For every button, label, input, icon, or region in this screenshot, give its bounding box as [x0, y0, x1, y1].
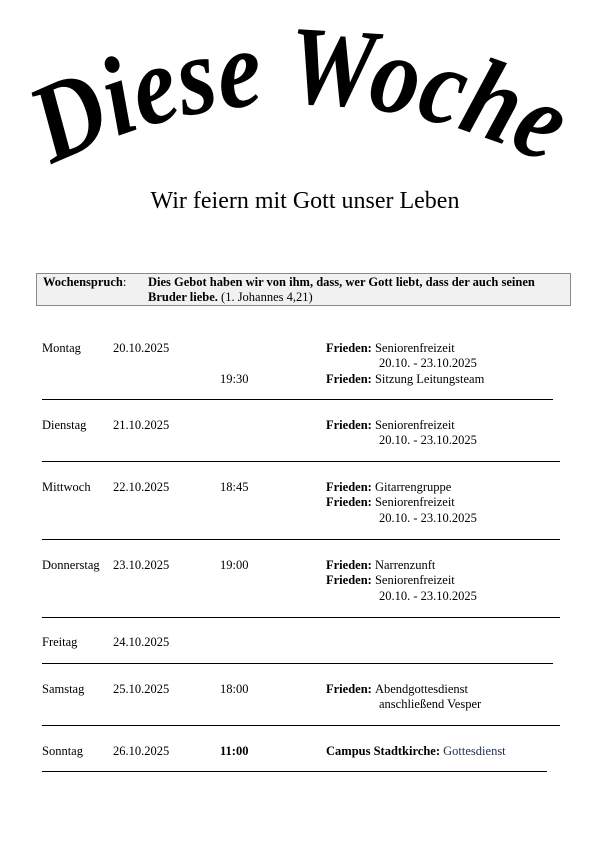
event — [0, 417, 595, 433]
event-dates: 20.10. - 23.10.2025 — [379, 356, 477, 370]
event-location-label: Frieden: — [326, 558, 372, 572]
divider — [42, 771, 547, 772]
page-subtitle: Wir feiern mit Gott unser Leben — [150, 188, 460, 214]
day-name: Montag — [42, 341, 81, 355]
event — [0, 479, 595, 495]
event-location — [326, 572, 455, 588]
event-location — [326, 371, 484, 387]
event-location-label: Frieden: — [326, 372, 372, 386]
event-note: anschließend Vesper — [379, 697, 482, 711]
event-title: Narrenzunft — [374, 558, 436, 572]
wochenspruch-verse: Dies Gebot haben wir von ihm, dass, wer Gott liebt, dass der auch seinen Bruder liebe. — [148, 275, 535, 304]
divider — [42, 725, 560, 726]
divider — [42, 539, 560, 540]
event-continuation — [0, 588, 595, 604]
day-name: Sonntag — [42, 744, 83, 758]
page-title — [0, 18, 595, 188]
day-date: 22.10.2025 — [113, 480, 170, 494]
day-date: 24.10.2025 — [113, 635, 170, 649]
event-continuation — [0, 696, 595, 712]
event-title: Seniorenfreizeit — [374, 495, 455, 509]
event-location — [326, 557, 435, 573]
event-title: Seniorenfreizeit — [374, 418, 455, 432]
event-location — [326, 681, 468, 697]
event-location-label: Frieden: — [326, 418, 372, 432]
event-dates: 20.10. - 23.10.2025 — [379, 589, 477, 603]
day-date: 20.10.2025 — [113, 341, 170, 355]
event-title: Abendgottesdienst — [374, 682, 468, 696]
event-location — [326, 479, 451, 495]
day-name: Mittwoch — [42, 480, 91, 494]
event-location-label: Frieden: — [326, 480, 372, 494]
divider — [42, 461, 560, 462]
event — [0, 572, 595, 588]
event-location-label: Frieden: — [326, 495, 372, 509]
day-date: 25.10.2025 — [113, 682, 170, 696]
title-textpath: Diese Woche — [11, 18, 593, 188]
event-continuation — [0, 355, 595, 371]
event-title: Gitarrengruppe — [374, 480, 452, 494]
event-time: 19:00 — [220, 558, 249, 572]
divider — [42, 617, 560, 618]
day-name: Dienstag — [42, 418, 87, 432]
event-title: Seniorenfreizeit — [374, 573, 455, 587]
event-title: Sitzung Leitungsteam — [374, 372, 485, 386]
event-time: 19:30 — [220, 372, 249, 386]
event-title: Gottesdienst — [443, 744, 506, 758]
event — [0, 681, 595, 697]
event-location — [326, 743, 506, 759]
day-date: 26.10.2025 — [113, 744, 170, 758]
event-time: 11:00 — [220, 744, 249, 758]
event-continuation — [0, 510, 595, 526]
event-dates: 20.10. - 23.10.2025 — [379, 433, 477, 447]
day-name: Samstag — [42, 682, 85, 696]
wochenspruch-label — [43, 275, 126, 290]
event-continuation — [0, 432, 595, 448]
wochenspruch-label-text: Wochenspruch — [43, 275, 123, 289]
event — [0, 371, 595, 387]
event-location-label: Frieden: — [326, 341, 372, 355]
event-location — [326, 494, 455, 510]
event-time: 18:00 — [220, 682, 249, 696]
event-location — [326, 417, 455, 433]
event — [0, 743, 595, 759]
wochenspruch-reference: (1. Johannes 4,21) — [221, 290, 313, 304]
title-art — [0, 18, 595, 188]
wochenspruch-box — [36, 273, 571, 306]
day-name: Donnerstag — [42, 558, 100, 572]
event-title: Seniorenfreizeit — [374, 341, 455, 355]
event — [0, 494, 595, 510]
event-dates: 20.10. - 23.10.2025 — [379, 511, 477, 525]
day-date: 21.10.2025 — [113, 418, 170, 432]
day-name: Freitag — [42, 635, 78, 649]
event-location-label: Frieden: — [326, 573, 372, 587]
divider — [42, 663, 553, 664]
divider — [42, 399, 553, 400]
event-location — [326, 340, 455, 356]
event — [0, 557, 595, 573]
title-text — [11, 18, 593, 188]
day-date: 23.10.2025 — [113, 558, 170, 572]
wochenspruch-colon: : — [122, 275, 127, 289]
event — [0, 340, 595, 356]
event-location-label: Frieden: — [326, 682, 372, 696]
wochenspruch-text — [148, 275, 568, 305]
event-time: 18:45 — [220, 480, 249, 494]
event-location-label: Campus Stadtkirche: — [326, 744, 441, 758]
